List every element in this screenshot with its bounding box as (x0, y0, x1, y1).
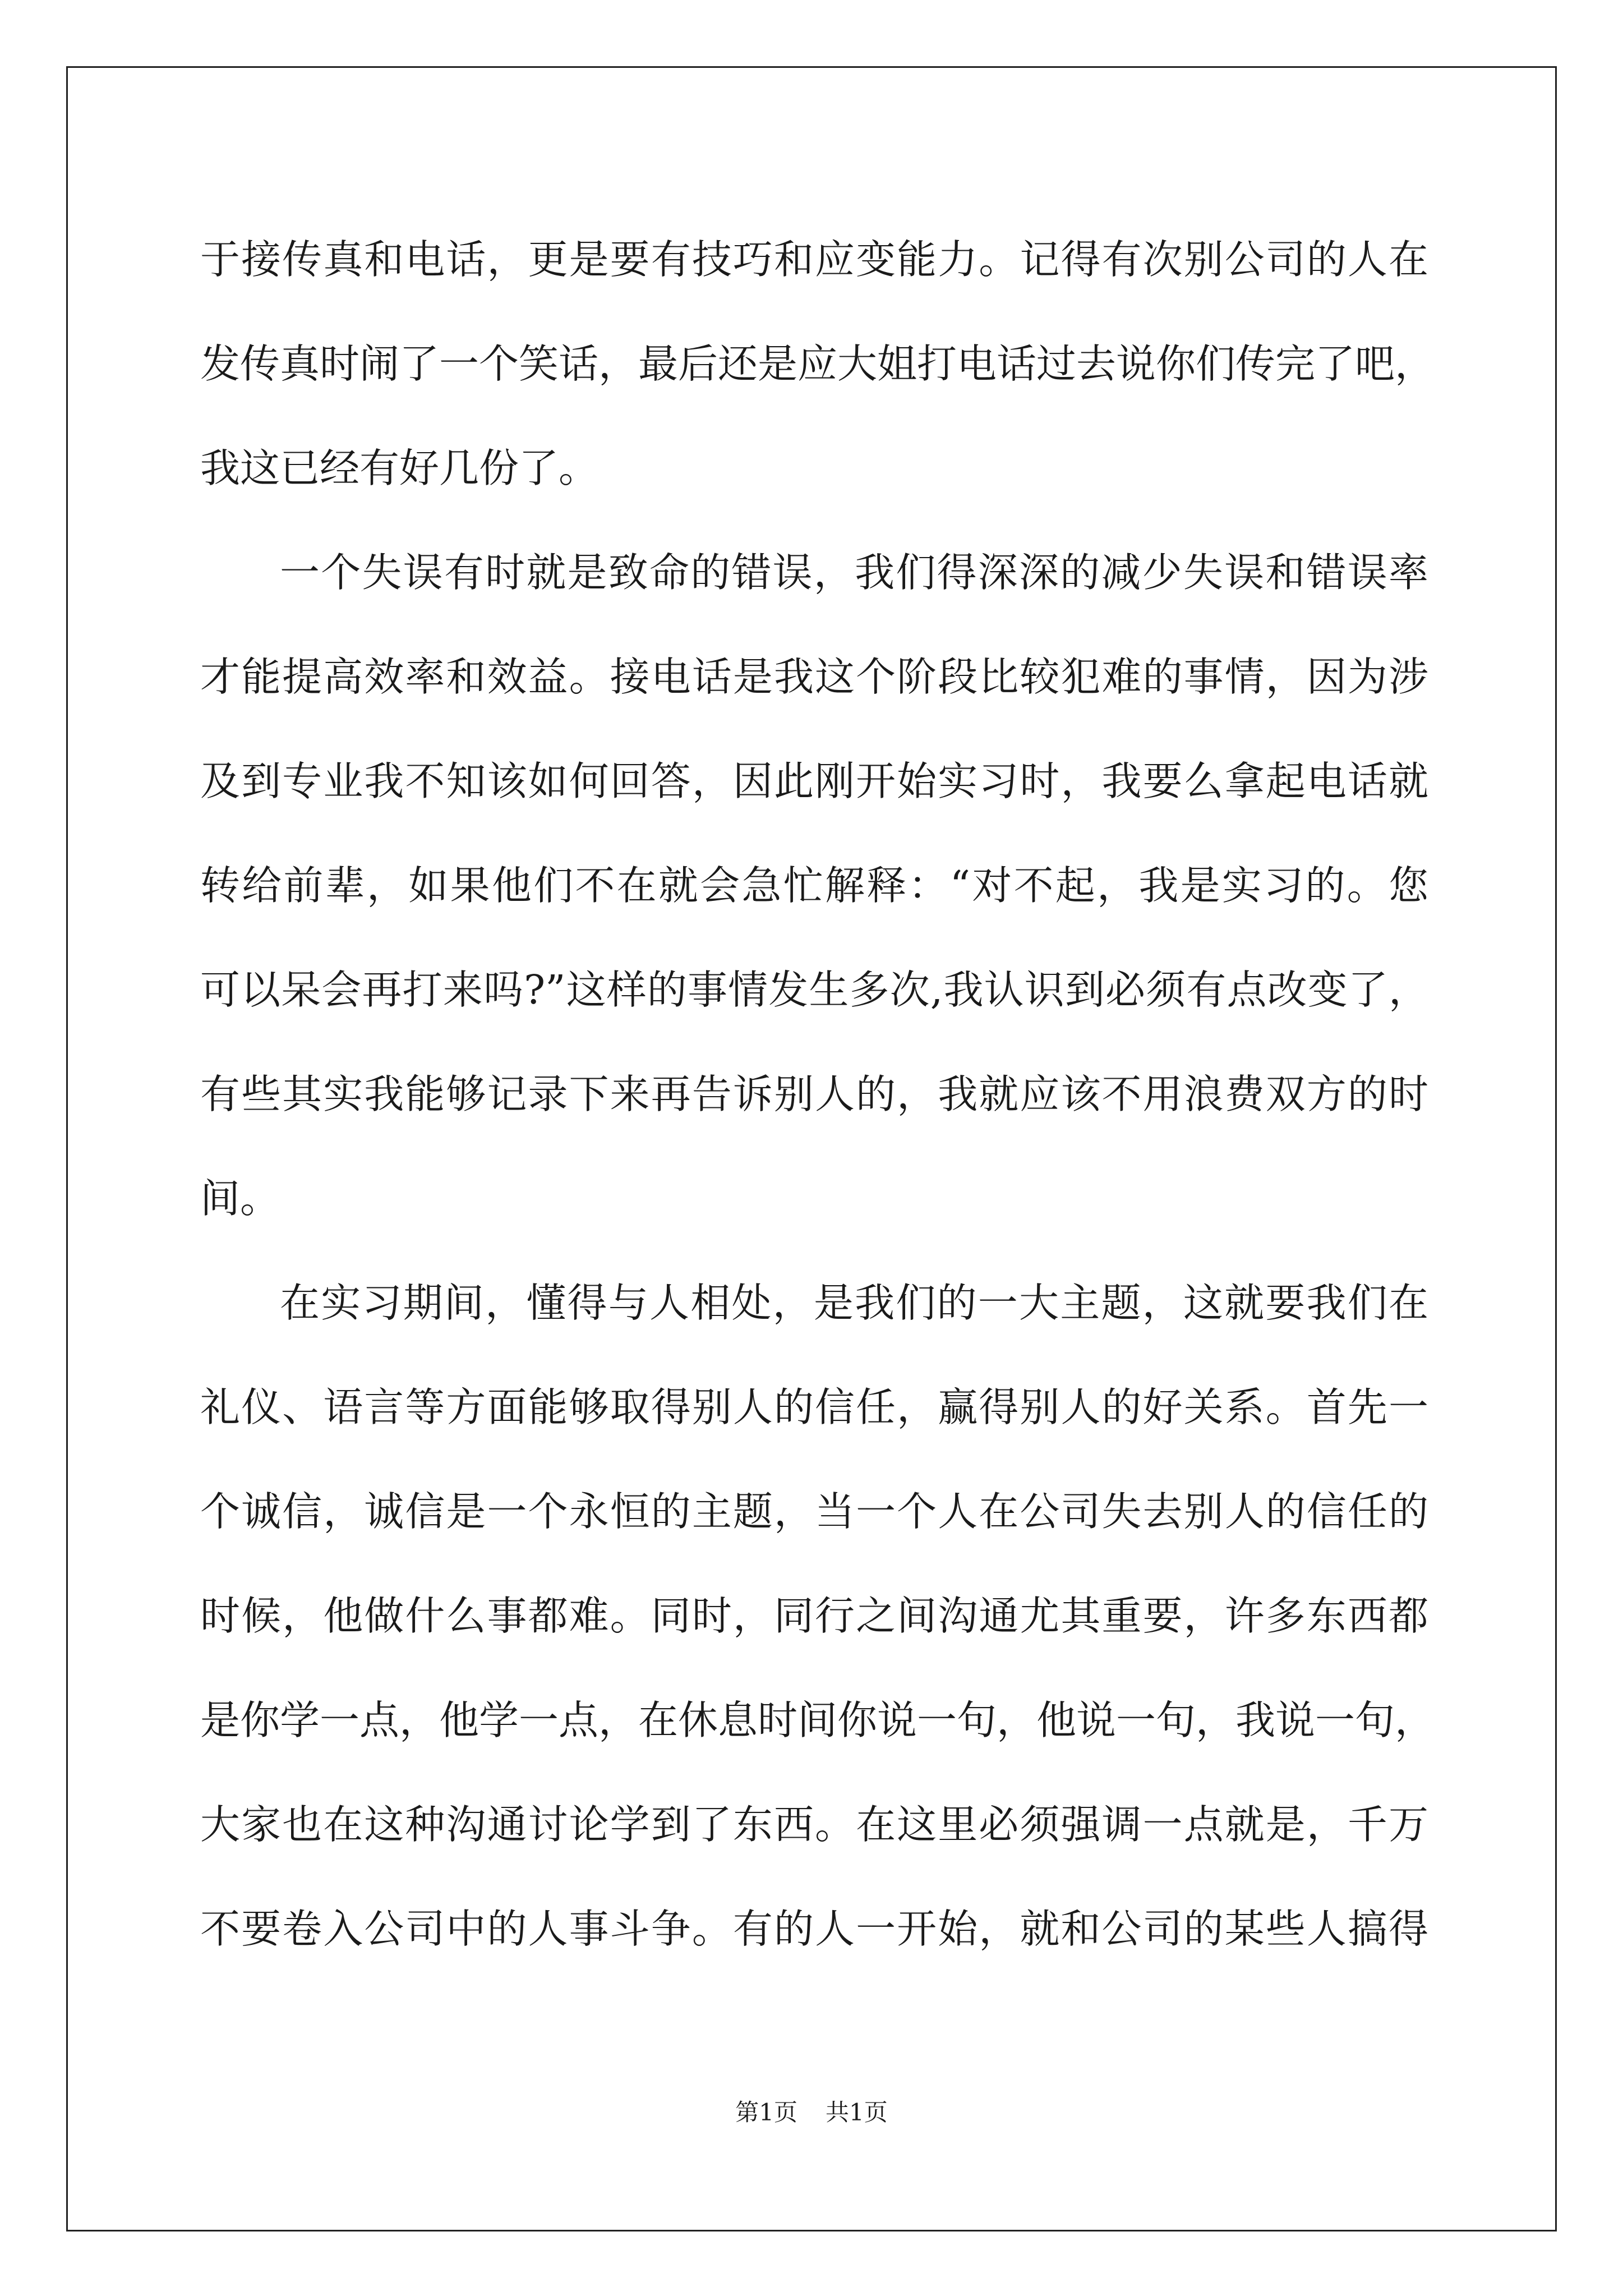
text-line: 可以呆会再打来吗?”这样的事情发生多次,我认识到必须有点改变了， (200, 967, 1428, 1013)
text-line: 及到专业我不知该如何回答，因此刚开始实习时，我要么拿起电话就 (200, 758, 1428, 804)
page-number: 第1页 (735, 2099, 797, 2126)
page-total: 共1页 (826, 2099, 888, 2126)
text-line: 礼仪、语言等方面能够取得别人的信任，赢得别人的好关系。首先一 (200, 1384, 1428, 1430)
text-line: 我这已经有好几份了。 (200, 445, 599, 491)
text-line: 大家也在这种沟通讨论学到了东西。在这里必须强调一点就是，千万 (200, 1801, 1428, 1848)
text-line: 有些其实我能够记录下来再告诉别人的，我就应该不用浪费双方的时 (200, 1071, 1428, 1117)
text-line: 一个失误有时就是致命的错误，我们得深深的减少失误和错误率 (280, 549, 1428, 596)
text-line: 是你学一点，他学一点，在休息时间你说一句，他说一句，我说一句， (200, 1697, 1435, 1743)
text-line: 发传真时闹了一个笑话，最后还是应大姐打电话过去说你们传完了吧， (200, 341, 1435, 387)
text-line: 转给前辈，如果他们不在就会急忙解释：“对不起，我是实习的。您 (200, 862, 1428, 909)
text-line: 个诚信，诚信是一个永恒的主题，当一个人在公司失去别人的信任的 (200, 1488, 1428, 1535)
text-line: 不要卷入公司中的人事斗争。有的人一开始，就和公司的某些人搞得 (200, 1906, 1428, 1952)
document-body (200, 208, 1435, 1981)
text-line: 时候，他做什么事都难。同时，同行之间沟通尤其重要，许多东西都 (200, 1593, 1428, 1639)
page-footer (0, 2094, 1623, 2128)
text-line: 才能提高效率和效益。接电话是我这个阶段比较犯难的事情，因为涉 (200, 654, 1428, 700)
text-line: 于接传真和电话，更是要有技巧和应变能力。记得有次别公司的人在 (200, 236, 1428, 283)
text-line: 间。 (200, 1175, 280, 1222)
text-line: 在实习期间，懂得与人相处，是我们的一大主题，这就要我们在 (280, 1280, 1428, 1326)
